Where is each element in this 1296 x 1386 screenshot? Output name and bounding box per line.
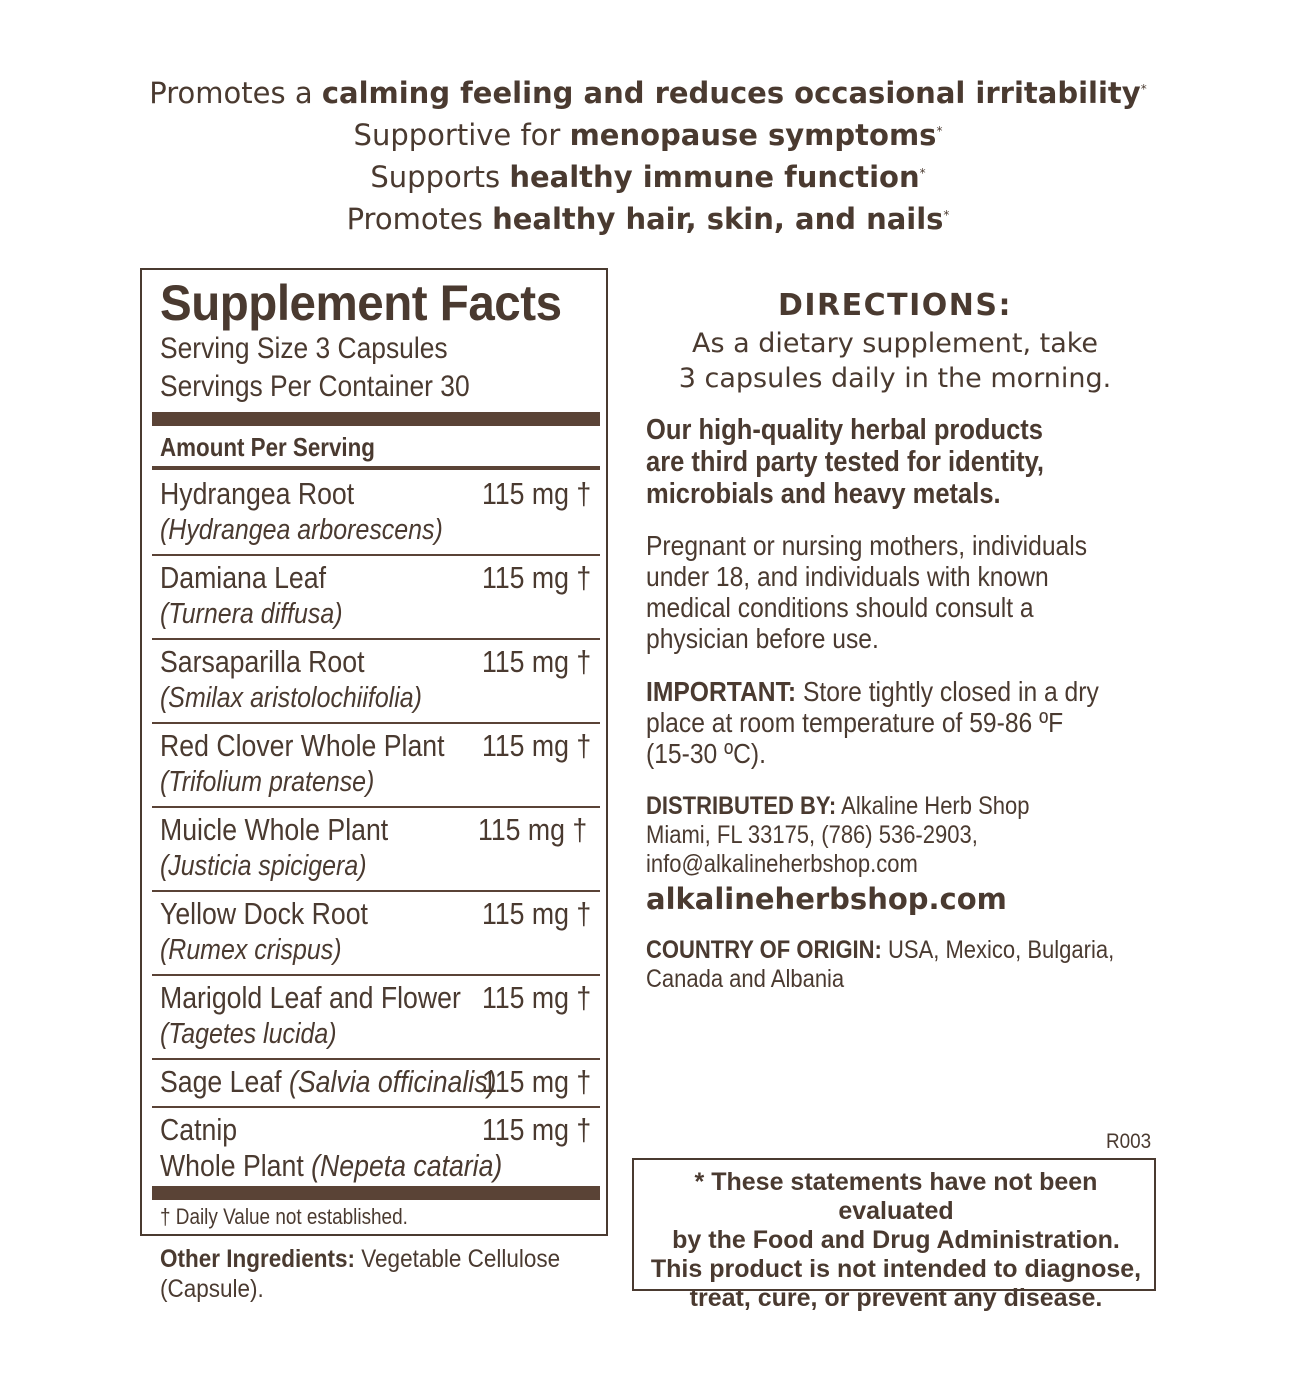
ingredient-latin: (Justicia spicigera) — [160, 850, 367, 882]
ingredient-name: Sarsaparilla Root — [160, 644, 365, 679]
ingredient-name: Catnip — [160, 1112, 238, 1147]
fda-disclaimer: * These statements have not been evaluated by the Food and Drug Administration. This product is not intended to diagnose, treat, cure, or prevent any disease. — [650, 1168, 1142, 1312]
distributor-email: info@alkalineherbshop.com — [646, 850, 918, 878]
ingredient-amount: 115 mg † — [482, 980, 592, 1015]
ingredient-amount: 115 mg † — [482, 1112, 592, 1147]
storage-note: IMPORTANT: Store tightly closed in a dry place at room temperature of 59-86 ºF (15-30 ºC). — [646, 676, 1099, 769]
ingredient-latin: (Trifolium pratense) — [160, 766, 375, 798]
servings-per-container: Servings Per Container 30 — [160, 370, 470, 403]
daily-value-note: † Daily Value not established. — [160, 1204, 408, 1229]
fda-disclaimer-box — [632, 1158, 1156, 1312]
row-divider — [152, 1106, 600, 1108]
ingredient-amount: 115 mg † — [482, 1064, 592, 1099]
claim-line: Promotes healthy hair, skin, and nails* — [346, 202, 950, 236]
ingredient-amount: 115 mg † — [482, 560, 592, 595]
quality-statement: Our high-quality herbal products are third party tested for identity, microbials and heavy metals. — [646, 414, 1044, 510]
ingredient-amount: 115 mg † — [482, 728, 592, 763]
country-of-origin: COUNTRY OF ORIGIN: USA, Mexico, Bulgaria, Canada and Albania — [646, 936, 1115, 993]
ingredient-name: Damiana Leaf — [160, 560, 326, 595]
website-url: alkalineherbshop.com — [646, 882, 1007, 916]
ingredient-latin: (Rumex crispus) — [160, 934, 342, 966]
claims-block — [0, 72, 1296, 240]
claim-line: Supports healthy immune function* — [370, 160, 926, 194]
row-divider — [152, 806, 600, 808]
divider-thick — [152, 412, 600, 426]
ingredient-name: Hydrangea Root — [160, 476, 355, 511]
ingredient-latin: (Turnera diffusa) — [160, 598, 343, 630]
row-divider — [152, 1058, 600, 1060]
ingredient-name: Red Clover Whole Plant — [160, 728, 445, 763]
distributor-info: DISTRIBUTED BY: Alkaline Herb Shop Miami, FL 33175, (786) 536-2903, info@alkalineherbshop.com — [646, 792, 1139, 879]
claim-line: Promotes a calming feeling and reduces occasional irritability* — [149, 76, 1147, 110]
ingredient-amount: 115 mg † — [482, 644, 592, 679]
divider — [152, 466, 600, 470]
ingredient-amount: 115 mg † — [482, 476, 592, 511]
row-divider — [152, 554, 600, 556]
amount-per-serving-header: Amount Per Serving — [160, 432, 375, 462]
serving-size: Serving Size 3 Capsules — [160, 332, 448, 365]
facts-title: Supplement Facts — [160, 275, 562, 331]
divider-thick — [152, 1186, 600, 1200]
ingredient-amount: 115 mg † — [478, 812, 588, 847]
row-divider — [152, 890, 600, 892]
ingredient-name: Marigold Leaf and Flower — [160, 980, 461, 1015]
row-divider — [152, 638, 600, 640]
ingredient-amount: 115 mg † — [482, 896, 592, 931]
row-divider — [152, 974, 600, 976]
claim-line: Supportive for menopause symptoms* — [353, 118, 943, 152]
row-divider — [152, 722, 600, 724]
ingredient-latin: (Smilax aristolochiifolia) — [160, 682, 422, 714]
warning-text: Pregnant or nursing mothers, individuals under 18, and individuals with known medical conditions should consult a physician before use. — [646, 530, 1088, 654]
ingredient-name-cont: Whole Plant (Nepeta cataria) — [160, 1148, 503, 1183]
directions-text: As a dietary supplement, take 3 capsules daily in the morning. — [678, 328, 1112, 394]
ingredient-name: Yellow Dock Root — [160, 896, 368, 931]
ingredient-latin: (Hydrangea arborescens) — [160, 514, 443, 546]
supplement-facts-panel — [140, 268, 608, 1236]
directions-heading: DIRECTIONS: — [777, 288, 1012, 323]
ingredient-latin: (Tagetes lucida) — [160, 1018, 337, 1050]
ingredient-name: Muicle Whole Plant — [160, 812, 389, 847]
product-code: R003 — [1106, 1130, 1152, 1153]
ingredient-name: Sage Leaf (Salvia officinalis) — [160, 1064, 497, 1099]
other-ingredients: Other Ingredients: Vegetable Cellulose (Capsule). — [160, 1245, 561, 1303]
